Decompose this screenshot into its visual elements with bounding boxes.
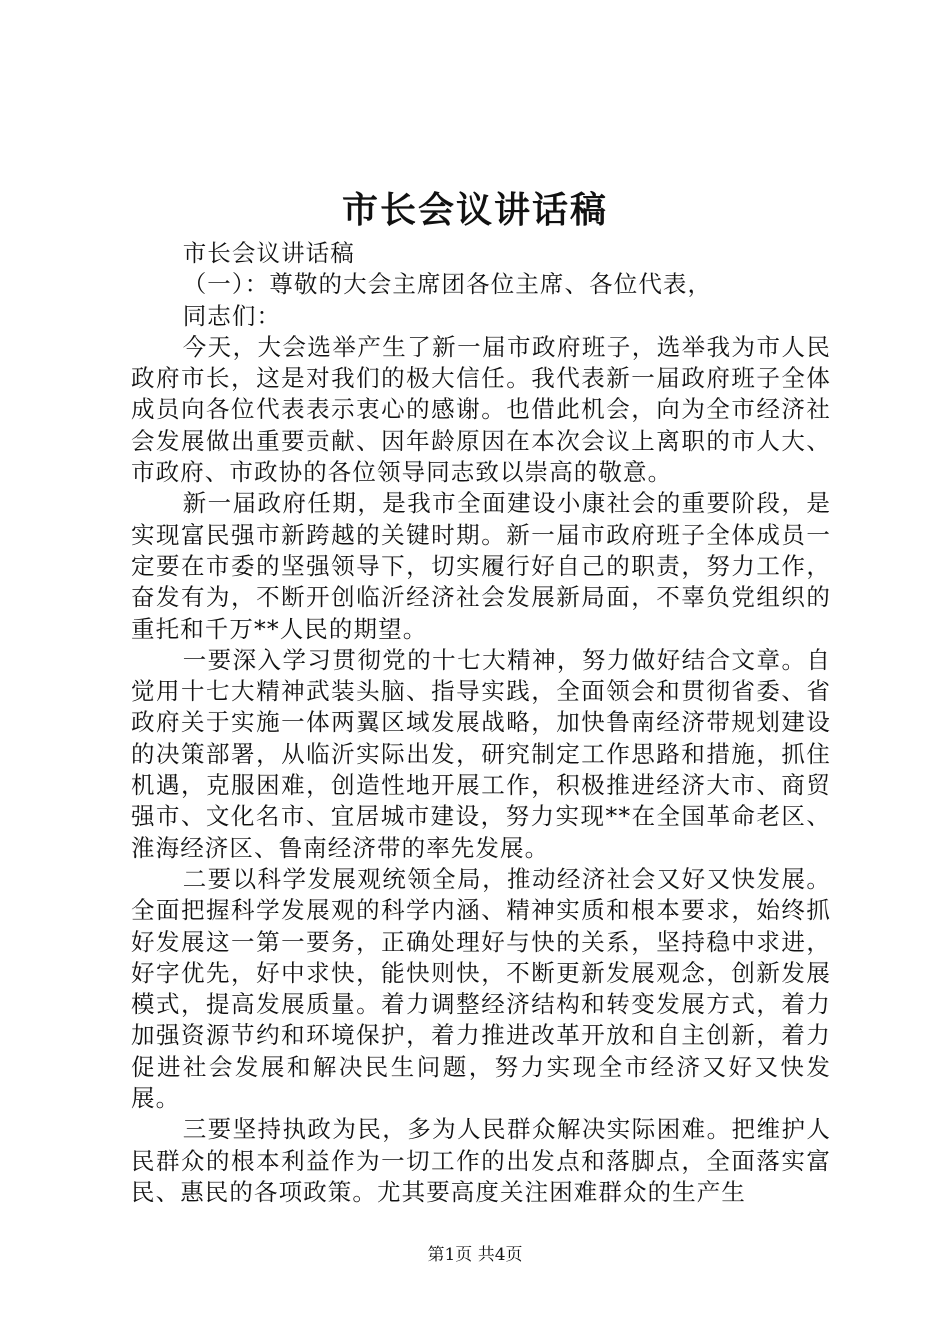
body-paragraph: 二要以科学发展观统领全局，推动经济社会又好又快发展。全面把握科学发展观的科学内涵、精神实质和根本要求，始终抓好发展这一第一要务，正确处理好与快的关系，坚持稳中求进，好字优先，好中求快，能快则快，不断更新发展观念，创新发展模式，提高发展质量。着力调整经济结构和转变发展方式，着力加强资源节约和环境保护，着力推进改革开放和自主创新，着力促进社会发展和解决民生问题，努力实现全市经济又好又快发展。 [131,864,831,1113]
body-paragraph: 市长会议讲话稿 [182,239,355,267]
body-paragraph: 三要坚持执政为民，多为人民群众解决实际困难。把维护人民群众的根本利益作为一切工作的出发点和落脚点，全面落实富民、惠民的各项政策。尤其要高度关注困难群众的生产生 [131,1115,831,1206]
page-number-footer: 第1页 共4页 [427,1245,523,1265]
body-paragraph: 今天，大会选举产生了新一届市政府班子，选举我为市人民政府市长，这是对我们的极大信任。我代表新一届政府班子全体成员向各位代表表示衷心的感谢。也借此机会，向为全市经济社会发展做出重要贡献、因年龄原因在本次会议上离职的市人大、市政府、市政协的各位领导同志致以崇高的敬意。 [131,332,831,487]
document-title: 市长会议讲话稿 [341,189,608,231]
body-paragraph: （一）：尊敬的大会主席团各位主席、各位代表， [182,270,713,299]
body-paragraph: 新一届政府任期，是我市全面建设小康社会的重要阶段，是实现富民强市新跨越的关键时期。新一届市政府班子全体成员一定要在市委的坚强领导下，切实履行好自己的职责，努力工作，奋发有为，不断开创临沂经济社会发展新局面，不辜负党组织的重托和千万**人民的期望。 [131,489,831,643]
body-paragraph: 同志们： [182,301,282,330]
document-body [131,238,831,1208]
body-paragraph: 一要深入学习贯彻党的十七大精神，努力做好结合文章。自觉用十七大精神武装头脑、指导实践，全面领会和贯彻省委、省政府关于实施一体两翼区域发展战略，加快鲁南经济带规划建设的决策部署，从临沂实际出发，研究制定工作思路和措施，抓住机遇，克服困难，创造性地开展工作，积极推进经济大市、商贸强市、文化名市、宜居城市建设，努力实现**在全国革命老区、淮海经济区、鲁南经济带的率先发展。 [131,645,831,862]
